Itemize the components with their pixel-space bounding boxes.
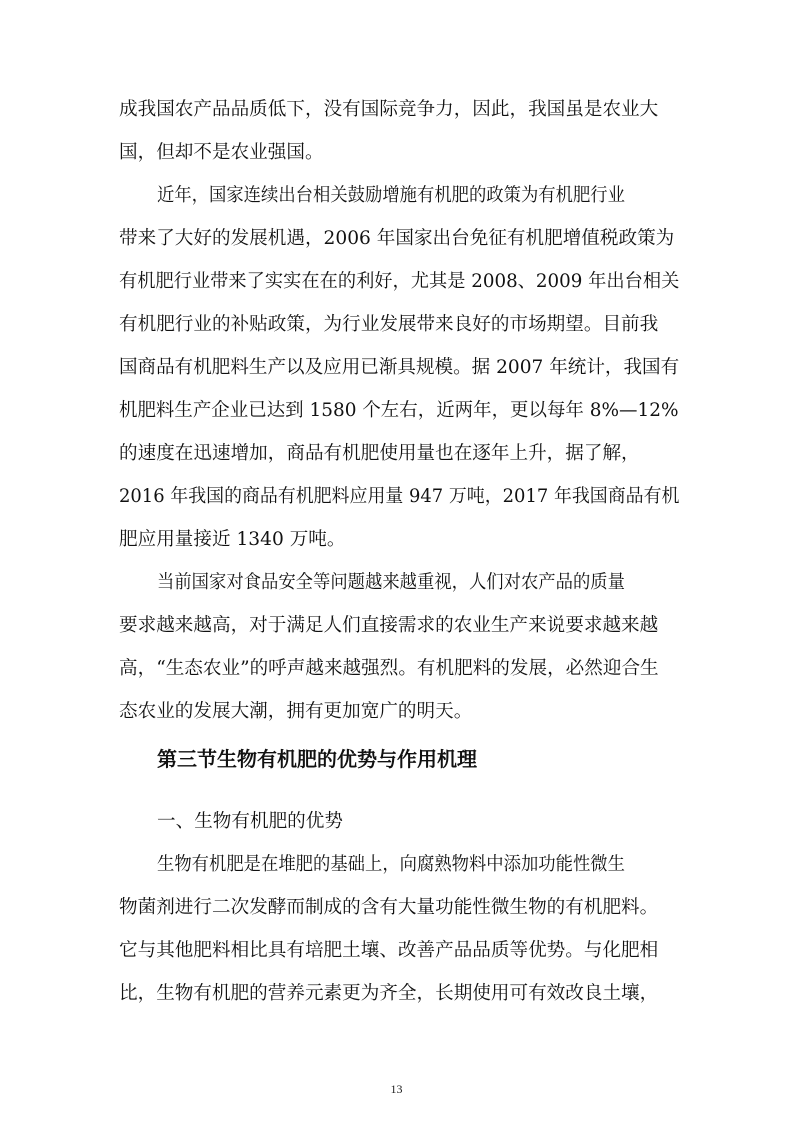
paragraph3-line-3: 高，“生态农业”的呼声越来越强烈。有机肥料的发展，必然迎合生: [119, 658, 659, 679]
paragraph2-line-8: 2016 年我国的商品有机肥料应用量 947 万吨，2017 年我国商品有机: [119, 486, 680, 507]
paragraph3-line-1: 当前国家对食品安全等问题越来越重视，人们对农产品的质量: [157, 572, 625, 593]
paragraph3-line-2: 要求越来越高，对于满足人们直接需求的农业生产来说要求越来越: [119, 615, 659, 636]
paragraph2-line-2: 带来了大好的发展机遇，2006 年国家出台免征有机肥增值税政策为: [119, 228, 675, 249]
subsection-heading: 一、生物有机肥的优势: [157, 811, 343, 832]
paragraph2-line-4: 有机肥行业的补贴政策，为行业发展带来良好的市场期望。目前我: [119, 314, 659, 335]
paragraph1-line-2: 国，但却不是农业强国。: [119, 142, 324, 163]
page-number: 13: [390, 1082, 403, 1096]
paragraph2-line-9: 肥应用量接近 1340 万吨。: [119, 529, 346, 550]
paragraph2-line-3: 有机肥行业带来了实实在在的利好，尤其是 2008、2009 年出台相关: [119, 271, 680, 292]
paragraph2-line-7: 的速度在迅速增加，商品有机肥使用量也在逐年上升，据了解，: [119, 443, 640, 464]
paragraph2-line-6: 机肥料生产企业已达到 1580 个左右，近两年，更以每年 8%—12%: [119, 400, 679, 421]
paragraph2-line-5: 国商品有机肥料生产以及应用已渐具规模。据 2007 年统计，我国有: [119, 357, 680, 378]
paragraph4-line-3: 它与其他肥料相比具有培肥土壤、改善产品品质等优势。与化肥相: [119, 940, 659, 961]
paragraph4-line-1: 生物有机肥是在堆肥的基础上，向腐熟物料中添加功能性微生: [157, 854, 625, 875]
paragraph3-line-4: 态农业的发展大潮，拥有更加宽广的明天。: [119, 701, 473, 722]
paragraph4-line-4: 比，生物有机肥的营养元素更为齐全，长期使用可有效改良土壤，: [119, 983, 659, 1004]
paragraph1-line-1: 成我国农产品品质低下，没有国际竞争力，因此，我国虽是农业大: [119, 99, 659, 120]
section-heading: 第三节生物有机肥的优势与作用机理: [157, 747, 477, 771]
paragraph2-line-1: 近年，国家连续出台相关鼓励增施有机肥的政策为有机肥行业: [157, 185, 625, 206]
paragraph4-line-2: 物菌剂进行二次发酵而制成的含有大量功能性微生物的有机肥料。: [119, 897, 659, 918]
